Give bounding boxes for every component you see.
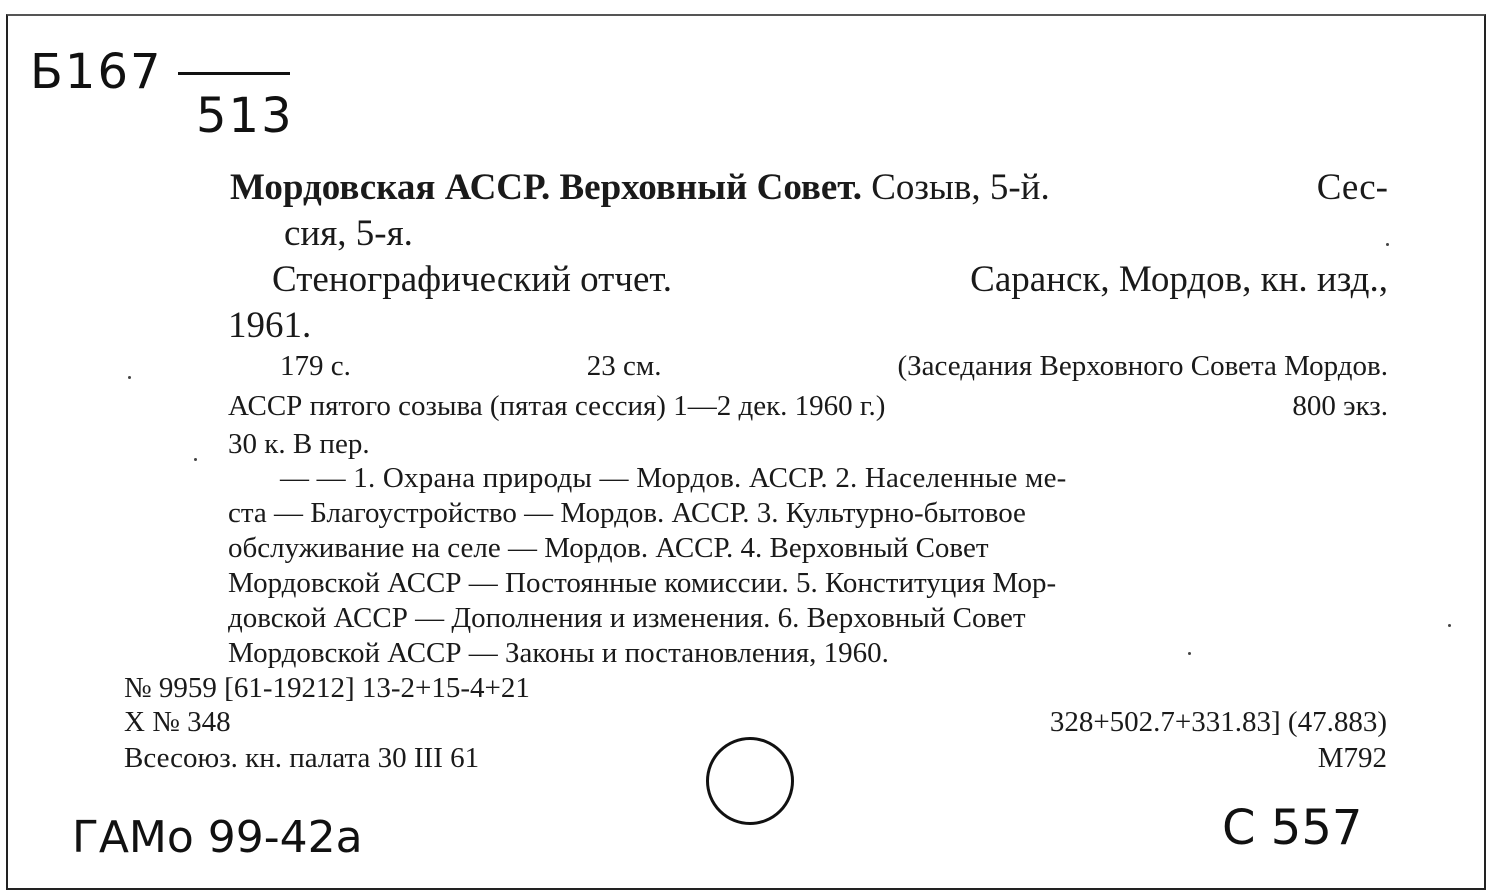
heading-line-2: сия, 5-я. [284,213,413,254]
shelfmark-code: Б167 [30,44,163,100]
call-number: С 557 [1222,800,1363,856]
subject-line: довской АССР — Дополнения и изменения. 6. Верховный Совет [228,602,1026,634]
corporate-author: Мордовская АССР. Верховный Совет. [230,167,862,208]
author-mark: М792 [1317,742,1387,774]
scan-speck [128,376,131,379]
record-number: № 9959 [61-19212] 13-2+15-4+21 [124,672,530,704]
description-line-1 [280,350,1388,383]
year: 1961. [228,305,312,346]
price: 30 к. В пер. [228,428,370,460]
subject-line: — — 1. Охрана природы — Мордов. АССР. 2. Населенные ме- [280,462,1067,494]
book-chamber: Всесоюз. кн. палата 30 III 61 [124,742,480,774]
subject-line: обслуживание на селе — Мордов. АССР. 4. Верховный Совет [228,532,989,564]
scan-speck [1448,624,1451,627]
subject-line: ста — Благоустройство — Мордов. АССР. 3. Культурно-бытовое [228,497,1026,529]
x-number: Х № 348 [124,706,231,738]
series-note: (Заседания Верховного Совета Мордов. [897,350,1388,382]
size: 23 см. [586,350,662,382]
scan-speck [1188,652,1191,655]
convocation: Созыв, 5-й. [871,167,1050,208]
heading-line-1 [230,166,1388,209]
shelfmark-fraction-line [178,72,290,75]
session-start: Сес- [1316,167,1388,208]
subject-line: Мордовской АССР — Постоянные комиссии. 5. Конституция Мор- [228,567,1057,599]
imprint-line-1 [272,258,1388,301]
print-run: 800 экз. [1292,390,1388,422]
title: Стенографический отчет. [272,259,673,300]
classification: 328+502.7+331.83] (47.883) [1049,706,1387,738]
archive-code: ГАМо 99-42а [72,812,363,863]
subject-line: Мордовской АССР — Законы и постановления, 1960. [228,637,889,669]
shelfmark-number: 513 [196,88,294,144]
punch-hole-circle [706,737,794,825]
scan-speck [194,458,197,461]
pages: 179 с. [280,350,351,382]
description-line-2 [228,390,1388,423]
scan-speck [1386,243,1389,246]
series-note-cont: АССР пятого созыва (пятая сессия) 1—2 дек. 1960 г.) [228,390,886,422]
publisher: Саранск, Мордов, кн. изд., [970,259,1388,300]
